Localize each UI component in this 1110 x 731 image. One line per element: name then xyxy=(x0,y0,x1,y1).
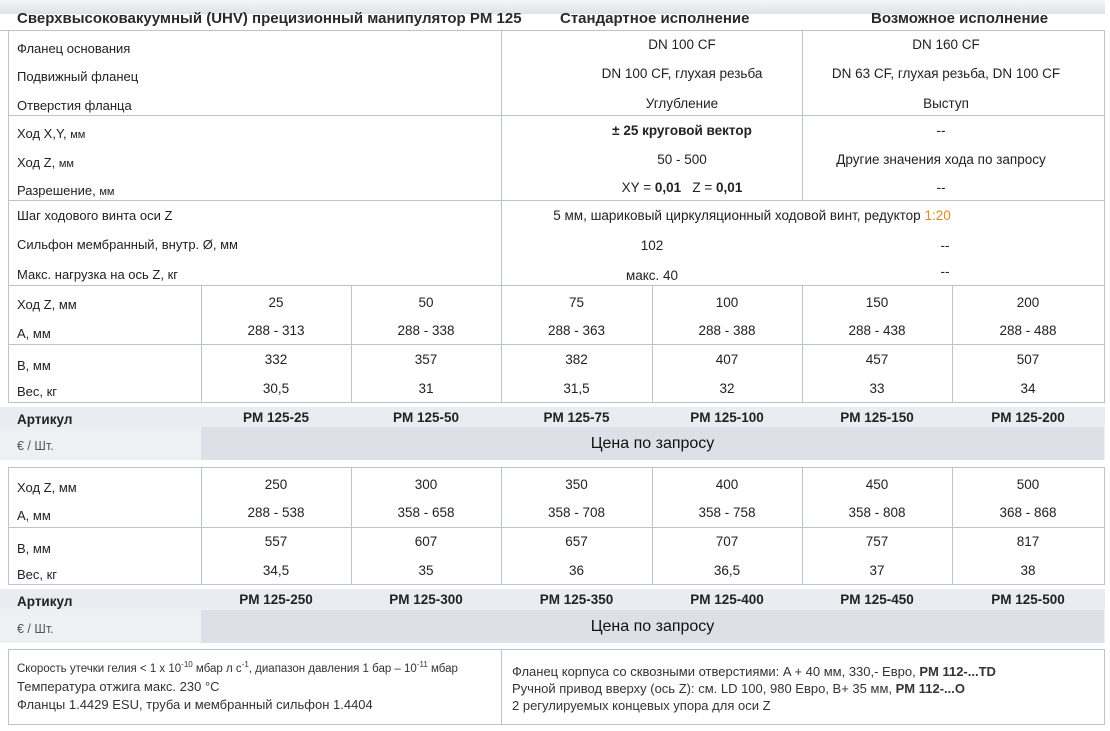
footer-option-stops: 2 регулируемых концевых упора для оси Z xyxy=(512,698,771,713)
b1-article-code: PM 125-100 xyxy=(690,410,764,425)
b2-stroke-label: Ход Z, мм xyxy=(17,480,77,495)
travel-z-label: Ход Z, мм xyxy=(17,155,74,170)
b1-article-label: Артикул xyxy=(17,412,73,427)
page-title: Сверхвысоковакуумный (UHV) прецизионный манипулятор PM 125 xyxy=(17,10,522,27)
b1-a-cell: 288 - 363 xyxy=(547,323,606,338)
b2-weight-cell: 36 xyxy=(568,563,585,578)
divider xyxy=(8,115,1105,116)
resolution-standard: XY = 0,01 Z = 0,01 xyxy=(621,180,743,195)
b1-article-code: PM 125-50 xyxy=(392,410,460,425)
b2-a-cell: 358 - 808 xyxy=(848,505,906,520)
b2-a-cell: 358 - 658 xyxy=(397,505,455,520)
b1-a-cell: 288 - 488 xyxy=(999,323,1057,338)
b2-weight-cell: 34,5 xyxy=(262,563,290,578)
flange-moving-standard: DN 100 CF, глухая резьба xyxy=(601,66,763,81)
b2-b-cell: 607 xyxy=(414,534,438,549)
b2-stroke-cell: 250 xyxy=(264,477,288,492)
resolution-optional: -- xyxy=(936,180,946,195)
b1-a-cell: 288 - 313 xyxy=(247,323,305,338)
divider xyxy=(8,200,1105,201)
divider xyxy=(1104,30,1105,285)
bellows-value: 102 xyxy=(640,238,664,253)
b2-article-code: PM 125-400 xyxy=(690,592,764,607)
b1-b-cell: 332 xyxy=(264,352,288,367)
divider xyxy=(8,30,9,285)
b2-price-on-request: Цена по запросу xyxy=(201,610,1104,643)
b2-article-code: PM 125-350 xyxy=(539,592,614,607)
b1-stroke-cell: 150 xyxy=(865,295,889,310)
b2-a-cell: 368 - 868 xyxy=(999,505,1057,520)
travel-xy-optional: -- xyxy=(936,123,946,138)
b1-b-cell: 457 xyxy=(865,352,889,367)
b2-weight-cell: 37 xyxy=(869,563,885,578)
b1-stroke-cell: 100 xyxy=(715,295,739,310)
b2-b-cell: 707 xyxy=(715,534,739,549)
b2-article-code: PM 125-300 xyxy=(389,592,463,607)
flange-base-optional: DN 160 CF xyxy=(912,37,980,52)
divider xyxy=(8,584,1105,585)
b2-weight-cell: 36,5 xyxy=(713,563,741,578)
b1-a-cell: 288 - 438 xyxy=(848,323,906,338)
footer-materials: Фланцы 1.4429 ESU, труба и мембранный сильфон 1.4404 xyxy=(17,697,373,712)
divider xyxy=(0,30,1105,31)
b2-a-cell: 358 - 708 xyxy=(547,505,606,520)
divider xyxy=(501,649,502,724)
flange-holes-label: Отверстия фланца xyxy=(17,98,132,113)
divider xyxy=(8,467,9,584)
b2-article-code: PM 125-450 xyxy=(840,592,914,607)
divider xyxy=(8,649,9,724)
b1-weight-cell: 34 xyxy=(1020,381,1036,396)
flange-base-standard: DN 100 CF xyxy=(648,37,716,52)
screw-pitch-label: Шаг ходового винта оси Z xyxy=(17,208,173,223)
flange-holes-optional: Выступ xyxy=(923,96,969,111)
b1-stroke-cell: 50 xyxy=(418,295,434,310)
b2-article-label: Артикул xyxy=(17,594,73,609)
b1-weight-cell: 33 xyxy=(869,381,885,396)
b1-a-cell: 288 - 388 xyxy=(698,323,756,338)
flange-holes-standard: Углубление xyxy=(645,96,719,111)
b1-weight-cell: 31 xyxy=(418,381,434,396)
b1-article-code: PM 125-25 xyxy=(242,410,310,425)
b1-b-cell: 507 xyxy=(1016,352,1040,367)
divider xyxy=(1104,649,1105,724)
b1-a-cell: 288 - 338 xyxy=(397,323,455,338)
travel-z-standard: 50 - 500 xyxy=(657,152,707,167)
travel-z-optional: Другие значения хода по запросу xyxy=(836,152,1046,167)
b2-weight-label: Вес, кг xyxy=(17,567,58,582)
divider xyxy=(8,402,1105,403)
b2-b-cell: 757 xyxy=(865,534,889,549)
b1-article-code: PM 125-200 xyxy=(991,410,1065,425)
b2-stroke-cell: 300 xyxy=(414,477,438,492)
b1-article-code: PM 125-150 xyxy=(840,410,914,425)
b2-b-cell: 557 xyxy=(264,534,288,549)
b1-price-on-request: Цена по запросу xyxy=(201,427,1104,460)
b1-price-label: € / Шт. xyxy=(17,439,54,453)
b1-weight-label: Вес, кг xyxy=(17,384,58,399)
b1-weight-cell: 30,5 xyxy=(262,381,290,396)
b1-stroke-cell: 75 xyxy=(568,295,585,310)
b1-b-label: B, мм xyxy=(17,358,51,373)
b1-weight-cell: 32 xyxy=(719,381,735,396)
b2-b-label: B, мм xyxy=(17,541,51,556)
b2-a-cell: 358 - 758 xyxy=(698,505,756,520)
b2-stroke-cell: 400 xyxy=(715,477,739,492)
col-optional-header: Возможное исполнение xyxy=(871,10,1049,27)
screw-pitch-value: 5 мм, шариковый циркуляционный ходовой винт, редуктор 1:20 xyxy=(553,208,951,223)
max-load-label: Макс. нагрузка на ось Z, кг xyxy=(17,267,179,282)
travel-xy-standard: ± 25 круговой вектор xyxy=(612,123,752,138)
b2-price-label: € / Шт. xyxy=(17,622,54,636)
col-standard-header: Стандартное исполнение xyxy=(560,10,750,27)
b2-article-code: PM 125-500 xyxy=(991,592,1065,607)
b1-b-cell: 357 xyxy=(414,352,438,367)
flange-moving-optional: DN 63 CF, глухая резьба, DN 100 CF xyxy=(831,66,1061,81)
b1-b-cell: 407 xyxy=(715,352,739,367)
b2-article-code: PM 125-250 xyxy=(239,592,313,607)
max-load-value: макс. 40 xyxy=(625,268,679,283)
gear-ratio: 1:20 xyxy=(924,208,951,223)
b1-stroke-cell: 200 xyxy=(1016,295,1040,310)
b1-stroke-label: Ход Z, мм xyxy=(17,297,77,312)
b2-a-cell: 288 - 538 xyxy=(247,505,305,520)
footer-option-manual-drive: Ручной привод вверху (ось Z): см. LD 100, 980 Евро, B+ 35 мм, PM 112-...O xyxy=(512,681,965,696)
divider xyxy=(8,649,1105,650)
b1-stroke-cell: 25 xyxy=(268,295,284,310)
resolution-label: Разрешение, мм xyxy=(17,183,115,198)
b2-b-cell: 817 xyxy=(1016,534,1040,549)
b2-stroke-cell: 500 xyxy=(1016,477,1040,492)
b1-weight-cell: 31,5 xyxy=(563,381,590,396)
divider xyxy=(1104,467,1105,584)
flange-base-label: Фланец основания xyxy=(17,41,131,56)
b1-b-cell: 382 xyxy=(565,352,588,367)
travel-xy-label: Ход X,Y, мм xyxy=(17,126,86,141)
bellows-optional: -- xyxy=(940,238,950,253)
b2-weight-cell: 38 xyxy=(1020,563,1036,578)
b2-stroke-cell: 450 xyxy=(865,477,889,492)
b2-stroke-cell: 350 xyxy=(565,477,588,492)
divider xyxy=(8,527,1105,528)
footer-option-flange: Фланец корпуса со сквозными отверстиями: A + 40 мм, 330,- Евро, PM 112-...TD xyxy=(512,664,996,679)
footer-bake-temp: Температура отжига макс. 230 °C xyxy=(17,679,220,694)
b2-b-cell: 657 xyxy=(565,534,588,549)
max-load-optional: -- xyxy=(940,264,950,279)
b1-article-code: PM 125-75 xyxy=(543,410,610,425)
flange-moving-label: Подвижный фланец xyxy=(17,69,139,84)
b2-weight-cell: 35 xyxy=(418,563,434,578)
footer-leak-rate: Скорость утечки гелия < 1 x $10^{-10}$ мбар л $с^{-1}$, диапазон давления 1 бар – $10^{-11}$ мбар xyxy=(17,660,458,675)
divider xyxy=(8,467,1105,468)
divider xyxy=(8,285,1105,286)
bellows-label: Сильфон мембранный, внутр. Ø, мм xyxy=(17,237,238,252)
divider xyxy=(8,344,1105,345)
b1-a-label: A, мм xyxy=(17,326,51,341)
b2-a-label: A, мм xyxy=(17,508,51,523)
divider xyxy=(8,724,1105,725)
